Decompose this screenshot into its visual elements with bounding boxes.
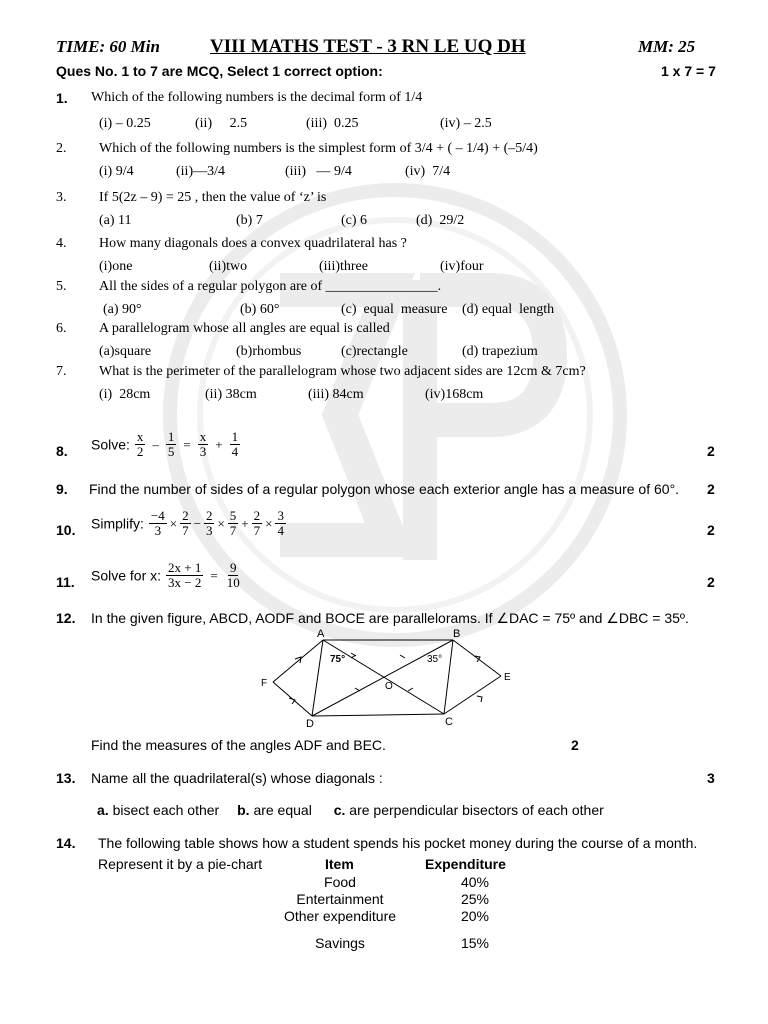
question-number: 12.: [56, 610, 76, 626]
label-d: D: [306, 718, 314, 730]
answer-option: (ii) 38cm: [205, 387, 257, 402]
table-cell-item: Entertainment: [296, 891, 384, 907]
q11-label: Solve for x:: [91, 567, 162, 584]
label-c: C: [445, 716, 453, 728]
answer-option: (i)one: [99, 259, 133, 274]
answer-option: (c)rectangle: [341, 344, 408, 359]
q9-text: Find the number of sides of a regular polygon whose each exterior angle has a measure of 60°.: [89, 481, 680, 497]
fraction: $\frac{x}{3}$: [199, 429, 207, 459]
answer-option: (b) 60°: [240, 302, 280, 317]
label-o: O: [385, 681, 393, 692]
q12-find: Find the measures of the angles ADF and BEC.: [91, 737, 386, 753]
label-b: B: [453, 628, 461, 640]
label-f: F: [261, 678, 268, 689]
q10-label: Simplify:: [91, 515, 144, 532]
answer-option: (d) trapezium: [462, 344, 538, 359]
question-number: 14.: [56, 835, 76, 851]
fraction: $\frac{2x + 1}{3x - 2}$: [168, 560, 202, 590]
answer-option: (c) equal measure: [341, 302, 448, 317]
question-number: 2.: [56, 141, 67, 156]
answer-option: (a)square: [99, 344, 152, 359]
answer-option: (i) 9/4: [99, 164, 134, 179]
answer-option: (iv)four: [440, 259, 484, 274]
question-text: What is the perimeter of the parallelogram whose two adjacent sides are 12cm & 7cm?: [99, 364, 586, 379]
time-limit: TIME: 60 Min: [56, 37, 160, 56]
option-text: are perpendicular bisectors of each other: [349, 802, 604, 818]
question-text: If 5(2z – 9) = 25 , then the value of ‘z’ is: [99, 190, 327, 205]
answer-option: (i) – 0.25: [99, 116, 151, 131]
answer-option: (iii) 84cm: [308, 387, 364, 402]
option-text: are equal: [253, 802, 312, 818]
question-text: How many diagonals does a convex quadrilateral has ?: [99, 236, 407, 251]
mcq-marks: 1 x 7 = 7: [661, 63, 716, 79]
answer-option: (b) 7: [236, 213, 263, 228]
answer-option: (c) 6: [341, 213, 368, 228]
question-number: 8.: [56, 443, 68, 459]
max-marks: MM: 25: [638, 37, 696, 56]
angle-75-label: 75°: [330, 654, 346, 665]
angle-35-label: 35°: [427, 654, 443, 665]
fraction: $\frac{1}{5}$: [167, 429, 175, 459]
q13-options: [97, 802, 604, 818]
q13-marks: 3: [707, 770, 715, 786]
page-title: VIII MATHS TEST - 3 RN LE UQ DH: [210, 36, 526, 57]
question-number: 3.: [56, 190, 67, 205]
answer-option: (d) equal length: [462, 302, 555, 317]
q12-marks: 2: [571, 737, 579, 753]
option-key: a.: [97, 802, 109, 818]
answer-option: (iv) – 2.5: [440, 116, 492, 131]
q9-marks: 2: [707, 481, 715, 497]
question-number: 9.: [56, 481, 68, 497]
label-a: A: [317, 628, 325, 640]
answer-option: (ii) 2.5: [195, 116, 248, 131]
table-header-expenditure: Expenditure: [425, 856, 506, 872]
option-text: bisect each other: [112, 802, 220, 818]
fraction: $\frac{1}{4}$: [231, 429, 239, 459]
question-number: 7.: [56, 364, 67, 379]
answer-option: (iii) — 9/4: [285, 164, 352, 179]
fraction: $\frac{5}{7}$: [229, 508, 237, 538]
option-key: b.: [237, 802, 250, 818]
table-cell-value: 20%: [460, 908, 490, 924]
question-text: Which of the following numbers is the simplest form of 3/4 + ( – 1/4) + (–5/4): [99, 141, 538, 156]
table-cell-item: Other expenditure: [283, 908, 397, 924]
option-key: c.: [333, 802, 346, 818]
q10-expression: Simplify: $\frac{-4}{3}$ × $\frac{2}{7}$ − $\frac{2}{3}$ × $\frac{5}{7}$ + $\frac{2}{7}$ × $\frac{3}{4}$: [91, 508, 284, 538]
parallelogram-figure: [255, 628, 525, 730]
q14-text: The following table shows how a student spends his pocket money during the course of a month.: [98, 835, 698, 851]
q11-marks: 2: [707, 574, 715, 590]
table-cell-value: 25%: [460, 891, 490, 907]
question-text: A parallelogram whose all angles are equal is called: [99, 321, 390, 336]
answer-option: (ii)two: [209, 259, 248, 274]
table-cell-value: 15%: [460, 935, 490, 951]
question-number: 13.: [56, 770, 76, 786]
q8-equation: Solve: $\frac{x}{2}$ – $\frac{1}{5}$ = $\frac{x}{3}$ + $\frac{1}{4}$: [91, 429, 239, 459]
mcq-instruction: Ques No. 1 to 7 are MCQ, Select 1 correct option:: [56, 63, 383, 79]
answer-option: (iii) 0.25: [306, 116, 359, 131]
table-header-item: Item: [325, 856, 354, 872]
q8-marks: 2: [707, 443, 715, 459]
answer-option: (i) 28cm: [99, 387, 151, 402]
fraction: $\frac{2}{3}$: [205, 508, 213, 538]
answer-option: (d) 29/2: [416, 213, 465, 228]
q11-equation: Solve for x: $\frac{2x + 1}{3x - 2}$ = $\frac{9}{10}$: [91, 560, 240, 590]
question-number: 1.: [56, 90, 68, 106]
fraction: $\frac{2}{7}$: [182, 508, 189, 538]
question-text: All the sides of a regular polygon are of ________________.: [99, 279, 442, 294]
answer-option: (a) 11: [99, 213, 132, 228]
table-cell-item: Food: [324, 874, 356, 890]
question-text: Which of the following numbers is the decimal form of 1/4: [91, 90, 423, 105]
q8-label: Solve:: [91, 436, 130, 453]
answer-option: (iv) 7/4: [405, 164, 451, 179]
answer-option: (iv)168cm: [425, 387, 484, 402]
answer-option: (b)rhombus: [236, 344, 302, 359]
fraction: $\frac{3}{4}$: [277, 508, 284, 538]
q14-line2: Represent it by a pie-chart: [98, 856, 263, 872]
fraction: $\frac{x}{2}$: [136, 429, 144, 459]
question-number: 4.: [56, 236, 67, 251]
question-number: 10.: [56, 522, 76, 538]
q13-text: Name all the quadrilateral(s) whose diagonals :: [91, 770, 383, 786]
table-cell-value: 40%: [460, 874, 490, 890]
fraction: $\frac{-4}{3}$: [150, 508, 165, 538]
question-number: 5.: [56, 279, 67, 294]
question-number: 11.: [56, 574, 75, 590]
table-cell-item: Savings: [315, 935, 365, 951]
fraction: $\frac{9}{10}$: [226, 560, 240, 590]
question-number: 6.: [56, 321, 67, 336]
answer-option: (ii)—3/4: [176, 164, 225, 179]
answer-option: (iii)three: [319, 259, 368, 274]
fraction: $\frac{2}{7}$: [253, 508, 261, 538]
q12-text: In the given figure, ABCD, AODF and BOCE are parallelorams. If ∠DAC = 75º and ∠DBC = 35º.: [91, 610, 689, 626]
label-e: E: [504, 672, 511, 683]
answer-option: (a) 90°: [103, 302, 142, 317]
q10-marks: 2: [707, 522, 715, 538]
